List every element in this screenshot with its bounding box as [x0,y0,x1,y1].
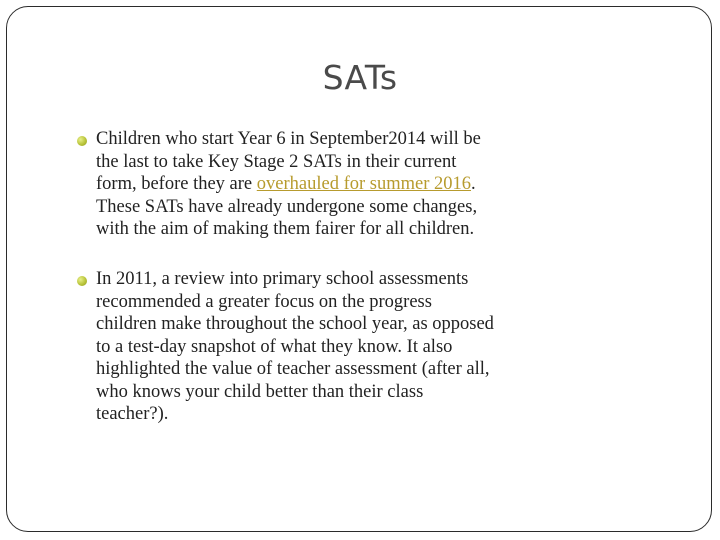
bullet-dot-icon [77,276,87,286]
overhauled-link[interactable]: overhauled for summer 2016 [256,174,471,194]
bullet-text-1 [96,128,547,241]
text-line: who knows your child better than their class [96,381,424,402]
text-line: These SATs have already undergone some changes, [96,196,478,217]
text-line: recommended a greater focus on the progress [96,291,432,312]
text-line: with the aim of making them fairer for all children. [96,219,475,239]
bullet-dot-icon [77,136,87,146]
bullet-text-2 [96,268,547,426]
slide-title: SATs [322,58,398,97]
text-line [96,173,547,196]
text-fragment: form, before they are [96,174,257,194]
bullet-item-2 [77,268,547,426]
text-line: children make throughout the school year, as opposed [96,314,494,334]
text-line: In 2011, a review into primary school assessments [96,269,469,289]
text-line: the last to take Key Stage 2 SATs in their current [96,151,457,172]
text-fragment: . [471,174,476,194]
text-line: Children who start Year 6 in September2014 will be [96,129,481,149]
bullet-item-1 [77,128,547,241]
text-line: highlighted the value of teacher assessment (after all, [96,359,490,379]
text-line: teacher?). [96,404,169,424]
text-line: to a test-day snapshot of what they know. It also [96,336,453,357]
